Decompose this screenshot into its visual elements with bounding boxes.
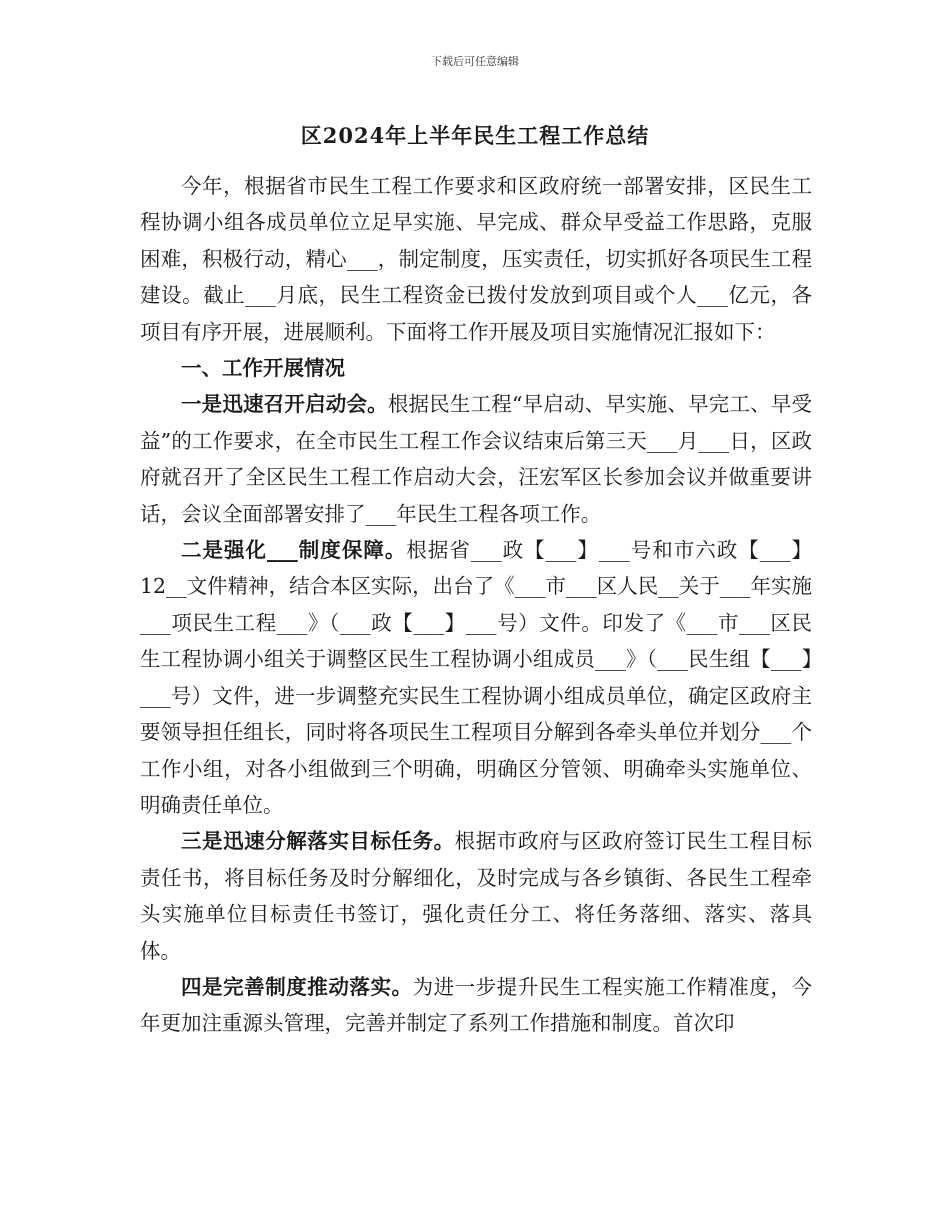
- page-header: 下载后可任意编辑: [431, 55, 519, 68]
- paragraph-4-lead: 四是完善制度推动落实。: [181, 974, 413, 999]
- paragraph-2-lead: 二是强化___制度保障。: [181, 538, 407, 563]
- section-heading: 一、工作开展情况: [181, 356, 345, 381]
- paragraph-4-text: 为进一步提升民生工程实施工作精准度，今年更加注重源头管理，完善并制定了系列工作措施和制度。首次印: [140, 974, 813, 1036]
- paragraph-2: [140, 532, 812, 823]
- paragraph-3-lead: 三是迅速分解落实目标任务。: [181, 829, 455, 854]
- paragraph-1: [140, 386, 812, 532]
- document-body: [140, 168, 812, 1042]
- intro-paragraph: 今年，根据省市民生工程工作要求和区政府统一部署安排，区民生工程协调小组各成员单位立足早实施、早完成、群众早受益工作思路，克服困难，积极行动，精心___，制定制度，压实责任，切实抓好各项民生工程建设。截止___月底，民生工程资金已拨付发放到项目或个人___亿元，各项目有序开展，进展顺利。下面将工作开展及项目实施情况汇报如下：: [140, 174, 812, 344]
- paragraph-1-lead: 一是迅速召开启动会。: [181, 392, 388, 417]
- paragraph-4: [140, 969, 812, 1042]
- document-title: 区2024年上半年民生工程工作总结: [300, 123, 650, 148]
- paragraph-1-text: 根据民生工程“早启动、早实施、早完工、早受益”的工作要求，在全市民生工程工作会议结束后第三天___月___日，区政府就召开了全区民生工程工作启动大会，汪宏军区长参加会议并做重要讲话，会议全面部署安排了___年民生工程各项工作。: [140, 392, 812, 526]
- paragraph-3: [140, 823, 812, 969]
- paragraph-3-text: 根据市政府与区政府签订民生工程目标责任书，将目标任务及时分解细化，及时完成与各乡镇街、各民生工程牵头实施单位目标责任书签订，强化责任分工、将任务落细、落实、落具体。: [140, 829, 812, 963]
- paragraph-2-text: 根据省___政【___】___号和市六政【___】12__文件精神，结合本区实际，出台了《___市___区人民__关于___年实施___项民生工程___》（___政【___】___号）文件。印发了《___市___区民生工程协调小组关于调整区民生工程协调小组成员___》（___民生组【___】___号）文件，进一步调整充实民生工程协调小组成员单位，确定区政府主要领导担任组长，同时将各项民生工程项目分解到各牵头单位并划分___个工作小组，对各小组做到三个明确，明确区分管领、明确牵头实施单位、明确责任单位。: [140, 538, 813, 817]
